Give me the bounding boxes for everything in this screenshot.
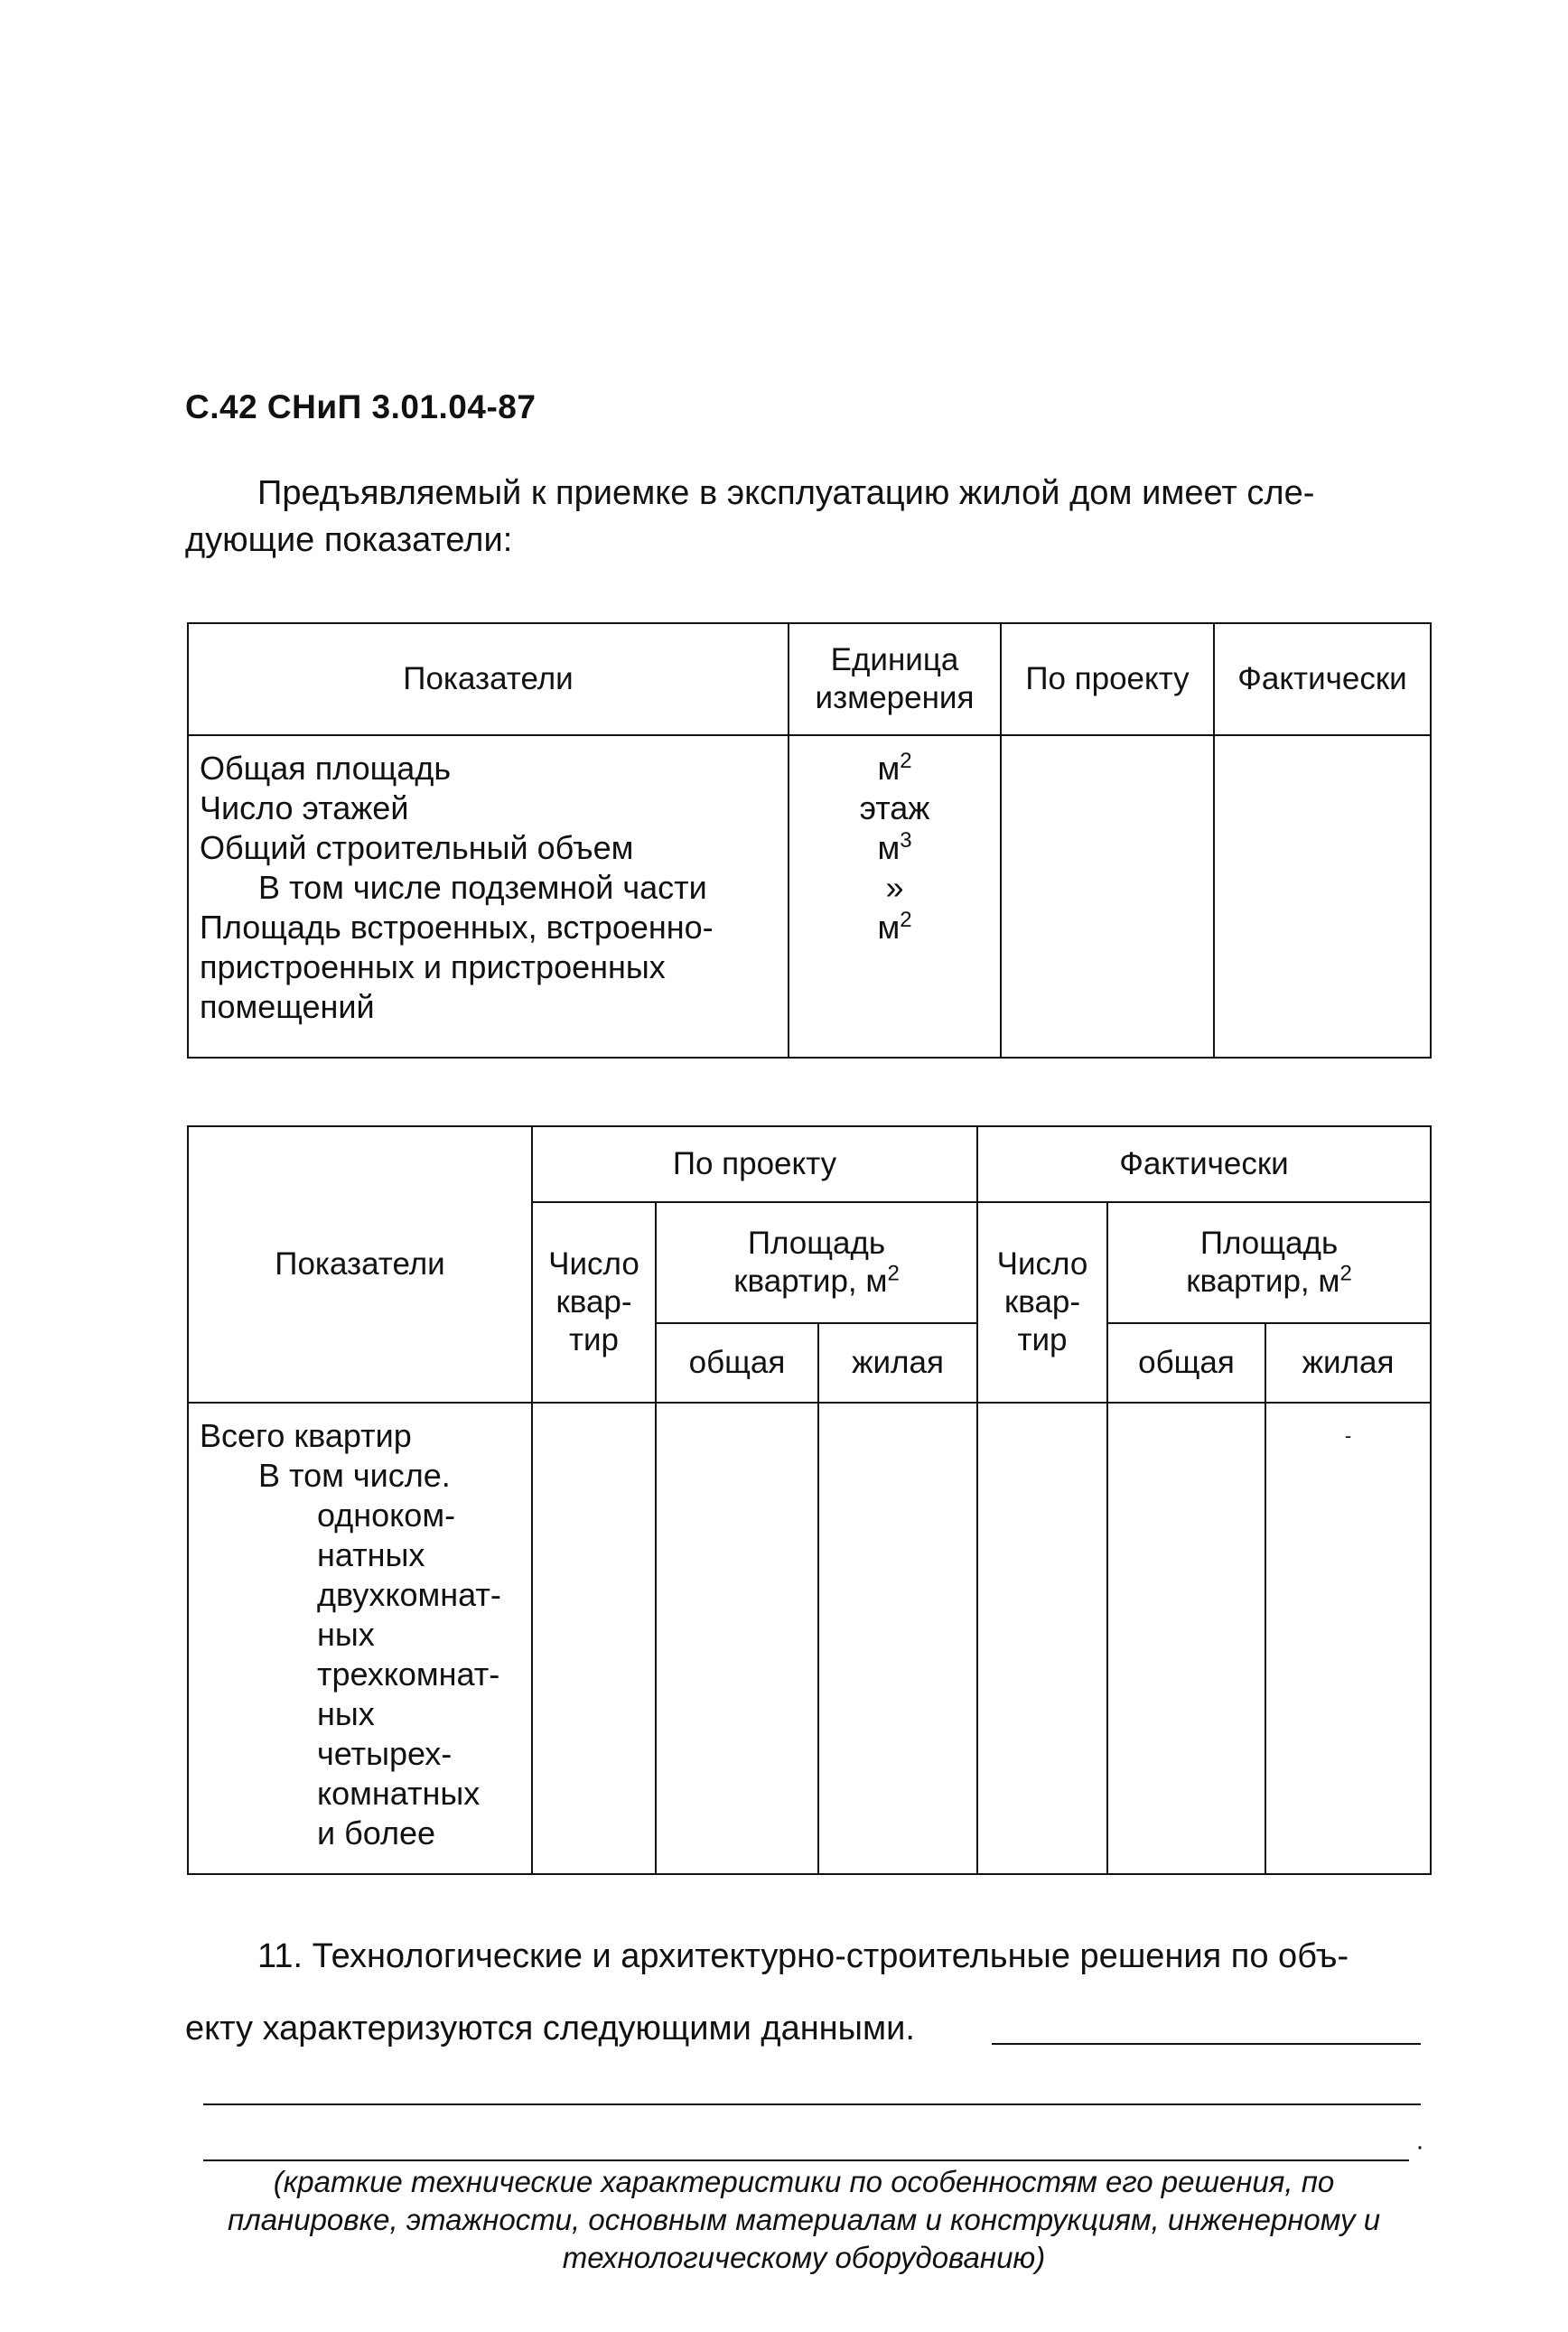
header-apartment-count-actual: Число квар- тир [977, 1202, 1107, 1403]
indicator-label: Число этажей [200, 789, 409, 826]
section-11-paragraph-end [185, 1992, 915, 2065]
intro-paragraph-end [185, 517, 1423, 564]
header-actual: Фактически [1214, 623, 1431, 735]
apartment-row-label: В том числе. [258, 1457, 451, 1494]
header-unit [789, 623, 1001, 735]
indicators-table-body [188, 735, 1431, 1058]
intro-paragraph [185, 470, 1423, 517]
indicator-labels-cell [188, 735, 789, 1058]
apartment-row-label: четырех- [317, 1735, 453, 1772]
caption [185, 2163, 1423, 2277]
intro-line-1: Предъявляемый к приемке в эксплуатацию жилой дом имеет сле- [257, 474, 1315, 512]
unit-value: $м^2$ [877, 749, 912, 787]
indicator-label: помещений [200, 988, 375, 1025]
actual-cell [1214, 735, 1431, 1058]
apartment-type-labels-cell [188, 1403, 532, 1874]
section-11-line-1: 11. Технологические и архитектурно-строительные решения по объ- [257, 1937, 1349, 1975]
intro-line-2: дующие показатели: [185, 521, 513, 559]
header-group-actual: Фактически [977, 1126, 1431, 1202]
stray-mark: - [1344, 1424, 1352, 1447]
fill-in-line [203, 2159, 1409, 2161]
unit-value: $м^3$ [877, 828, 912, 866]
section-11-line-2: екту характеризуются следующими данными. [185, 2010, 915, 2047]
indicators-table [187, 622, 1432, 1059]
apartment-row-label: натных [317, 1536, 425, 1573]
page-header: С.42 СНиП 3.01.04-87 [185, 388, 537, 425]
units-cell [789, 735, 1001, 1058]
fill-in-line [992, 2043, 1421, 2045]
apartments-table [187, 1125, 1432, 1875]
header-area-living-actual: жилая [1265, 1323, 1431, 1403]
header-area-total: общая [656, 1323, 818, 1403]
apartments-table-body [188, 1403, 1431, 1874]
apartment-row-label: и более [317, 1814, 436, 1852]
unit-value: этаж [859, 789, 930, 826]
header-area-total-actual: общая [1107, 1323, 1265, 1403]
apartment-row-label: комнатных [317, 1775, 481, 1812]
by-project-cell [1001, 735, 1214, 1058]
indicator-label: Общая площадь [200, 750, 452, 787]
header-unit-label: Единица измерения [815, 642, 975, 715]
empty-cell [532, 1403, 656, 1874]
apartment-row-label: двухкомнат- [317, 1576, 501, 1613]
header-apartment-area: Площадь квартир, $м^2$ [656, 1202, 977, 1323]
empty-cell [977, 1403, 1107, 1874]
empty-cell [818, 1403, 977, 1874]
header-indicators: Показатели [188, 623, 789, 735]
unit-value: $м^2$ [877, 908, 912, 946]
empty-cell [1107, 1403, 1265, 1874]
indicator-label: В том числе подземной части [258, 869, 707, 906]
indicators-table-header [188, 623, 1431, 735]
caption-line: планировке, этажности, основным материалам и конструкциям, инженерному и [227, 2203, 1381, 2236]
indicator-label: пристроенных и пристроенных [200, 948, 666, 985]
header-group-project: По проекту [532, 1126, 977, 1202]
header-indicators: Показатели [188, 1126, 532, 1403]
fill-in-line [203, 2103, 1421, 2105]
indicator-label: Площадь встроенных, встроенно- [200, 909, 714, 946]
empty-cell [656, 1403, 818, 1874]
apartment-row-label: ных [317, 1616, 375, 1653]
header-by-project: По проекту [1001, 623, 1214, 735]
caption-line: технологическому оборудованию) [562, 2241, 1046, 2274]
apartment-row-label: Всего квартир [200, 1417, 412, 1454]
header-apartment-count: Число квар- тир [532, 1202, 656, 1403]
indicator-label: Общий строительный объем [200, 829, 634, 866]
apartment-row-label: одноком- [317, 1497, 456, 1534]
apartment-row-label: ных [317, 1695, 375, 1732]
apartment-row-label: трехкомнат- [317, 1656, 500, 1693]
header-area-living: жилая [818, 1323, 977, 1403]
trailing-mark: · [1415, 2131, 1424, 2161]
empty-cell-with-mark [1265, 1403, 1431, 1874]
section-11-paragraph [185, 1920, 1428, 1992]
unit-value: » [885, 869, 904, 906]
header-apartment-area-actual: Площадь квартир, $м^2$ [1107, 1202, 1431, 1323]
caption-line: (краткие технические характеристики по особенностям его решения, по [273, 2165, 1335, 2198]
